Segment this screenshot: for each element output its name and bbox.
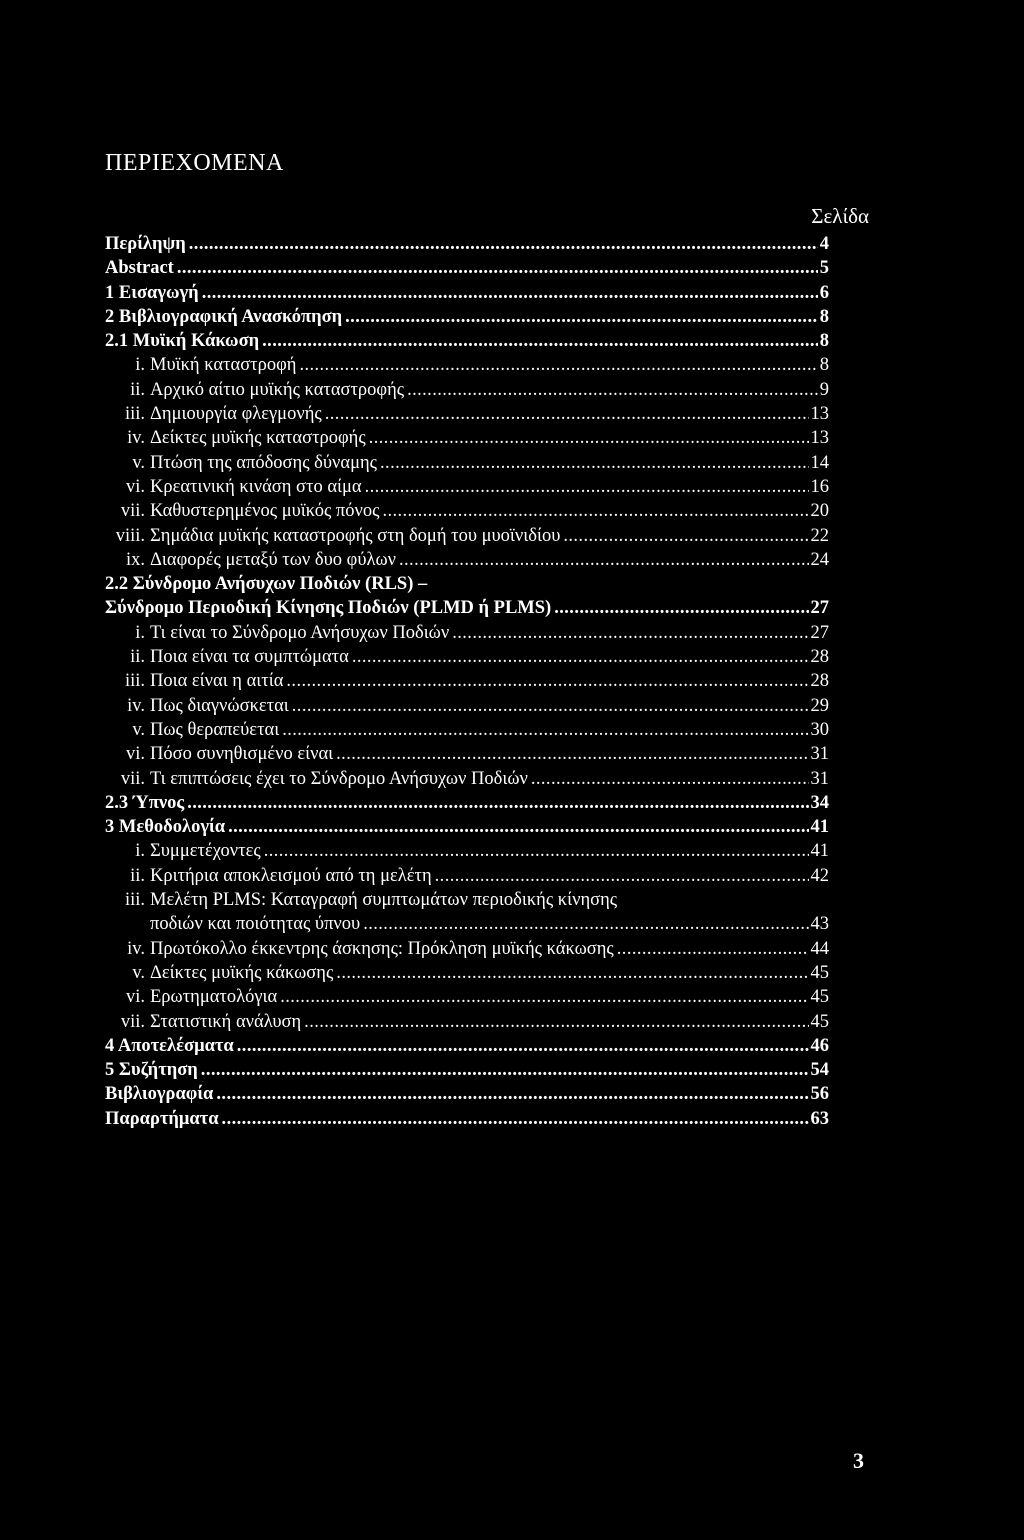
toc-leader-dots [201,1058,809,1082]
toc-leader-dots [216,1082,808,1106]
toc-entry [105,256,829,280]
toc-leader-dots [336,961,808,985]
toc-entry-page: 16 [810,476,829,497]
toc-entry [105,1082,829,1106]
toc-entry-title: Abstract [105,258,174,279]
table-of-contents [105,232,829,1131]
toc-entry-number: vi. [125,744,145,765]
page-title: ΠΕΡΙΕΧΟΜΕΝΑ [105,150,284,176]
toc-entry-title: Συμμετέχοντες [150,841,261,862]
toc-leader-dots [292,694,809,718]
toc-entry-title: Σημάδια μυϊκής καταστροφής στη δομή του μυοϊνιδίου [150,525,561,546]
toc-entry-title: Ποια είναι τα συμπτώματα [150,647,349,668]
toc-entry-number: iii. [124,404,145,425]
toc-entry-number: iv. [127,938,145,959]
toc-entry [105,305,829,329]
toc-entry-title: Καθυστερημένος μυϊκός πόνος [150,501,380,522]
toc-entry-title: Διαφορές μεταξύ των δυο φύλων [150,549,396,570]
toc-leader-dots [202,281,818,305]
toc-entry-title: 2.3 Ύπνος [105,792,185,813]
toc-leader-dots [380,451,808,475]
toc-entry [105,669,829,693]
toc-entry-title: Δείκτες μυϊκής καταστροφής [150,428,366,449]
toc-leader-dots [299,353,817,377]
toc-entry-title: 1 Εισαγωγή [105,282,199,303]
toc-entry-page: 14 [810,452,829,473]
toc-entry-page: 30 [810,719,829,740]
toc-entry-number: ii. [130,865,145,886]
toc-entry-page: 46 [810,1035,829,1056]
toc-entry-title: Τι επιπτώσεις έχει το Σύνδρομο Ανήσυχων Ποδιών [150,768,528,789]
toc-leader-dots [399,548,809,572]
toc-entry-number: v. [132,962,145,983]
toc-leader-dots [407,378,818,402]
toc-entry [105,718,829,742]
toc-entry [105,937,829,961]
toc-entry-page: 41 [810,841,829,862]
toc-entry-title: Περίληψη [105,234,186,254]
toc-leader-dots [304,1010,808,1034]
toc-entry-number: vii. [120,768,145,789]
toc-leader-dots [435,864,809,888]
toc-entry-page: 56 [810,1084,829,1105]
toc-leader-dots [228,815,808,839]
toc-entry-page: 45 [810,1011,829,1032]
toc-entry-title: 4 Αποτελέσματα [105,1035,234,1056]
toc-entry-title: Ποια είναι η αιτία [150,671,284,692]
toc-entry-title: Πτώση της απόδοσης δύναμης [150,452,378,473]
toc-entry-page: 6 [819,282,829,303]
toc-entry-title: Παραρτήματα [105,1108,219,1129]
toc-entry-number: v. [132,452,145,473]
toc-entry-number: ix. [125,549,145,570]
toc-entry [105,791,829,815]
toc-entry-page: 44 [810,938,829,959]
toc-entry-number: viii. [115,525,145,546]
toc-entry-page: 28 [810,671,829,692]
toc-entry [105,378,829,402]
toc-entry [105,426,829,450]
toc-entry [105,961,829,985]
toc-entry-page: 9 [819,379,829,400]
toc-entry-page: 45 [810,987,829,1008]
toc-entry [105,281,829,305]
toc-entry [105,353,829,377]
toc-entry [105,572,829,621]
toc-entry [105,475,829,499]
toc-entry-number: vii. [120,1011,145,1032]
toc-entry-title: 5 Συζήτηση [105,1060,198,1081]
toc-entry [105,742,829,766]
toc-entry-title: Αρχικό αίτιο μυϊκής καταστροφής [150,379,405,400]
toc-entry-number: i. [135,622,145,643]
toc-leader-dots [531,767,809,791]
toc-leader-dots [563,524,808,548]
toc-entry-page: 42 [810,865,829,886]
toc-entry-first-line: 2.2 Σύνδρομο Ανήσυχων Ποδιών (RLS) – [105,574,428,595]
toc-entry-page: 24 [810,549,829,570]
page-number: 3 [853,1448,864,1473]
toc-entry-title: 2 Βιβλιογραφική Ανασκόπηση [105,306,343,327]
toc-entry [105,1058,829,1082]
toc-entry-page: 29 [810,695,829,716]
toc-entry [105,524,829,548]
toc-entry-number: iv. [127,695,145,716]
toc-leader-dots [352,645,809,669]
toc-entry [105,548,829,572]
toc-entry-page: 8 [819,331,829,352]
toc-leader-dots [345,305,818,329]
toc-leader-dots [187,791,808,815]
toc-entry-number: iv. [127,428,145,449]
toc-entry [105,1107,829,1131]
toc-entry-title: 3 Μεθοδολογία [105,817,226,838]
toc-entry-page: 27 [810,598,829,619]
toc-entry-page: 34 [810,792,829,813]
toc-entry-page: 22 [810,525,829,546]
toc-entry-page: 8 [819,355,829,376]
toc-entry [105,402,829,426]
toc-entry [105,767,829,791]
toc-entry-number: vi. [125,987,145,1008]
toc-entry [105,621,829,645]
toc-leader-dots [617,937,809,961]
toc-entry-title: Πόσο συνηθισμένο είναι [150,744,334,765]
toc-entry-title: Κρεατινική κινάση στο αίμα [150,476,362,497]
toc-leader-dots [452,621,808,645]
toc-entry [105,329,829,353]
toc-entry [105,864,829,888]
toc-entry-number: iii. [124,890,145,911]
toc-entry-title: Τι είναι το Σύνδρομο Ανήσυχων Ποδιών [150,622,450,643]
toc-leader-dots [262,329,818,353]
toc-leader-dots [282,718,808,742]
toc-leader-dots [382,499,808,523]
toc-leader-dots [286,669,808,693]
toc-entry-number: v. [132,719,145,740]
toc-entry-title: Δείκτες μυϊκής κάκωσης [150,962,334,983]
toc-entry-title: 2.1 Μυϊκή Κάκωση [105,331,260,352]
toc-entry-page: 13 [810,404,829,425]
toc-entry-number: i. [135,841,145,862]
toc-leader-dots [325,402,809,426]
toc-entry-title: Βιβλιογραφία [105,1084,214,1105]
toc-entry [105,839,829,863]
toc-entry-page: 41 [810,817,829,838]
toc-entry-page: 27 [810,622,829,643]
page-column-label: Σελίδα [811,204,869,228]
toc-leader-dots [177,256,818,280]
toc-leader-dots [369,426,809,450]
toc-entry-title: Στατιστική ανάλυση [150,1011,302,1032]
toc-entry-number: vii. [120,501,145,522]
toc-entry [105,694,829,718]
toc-entry-title: Πως διαγνώσκεται [150,695,289,716]
toc-entry-page: 43 [810,914,829,935]
toc-entry [105,1034,829,1058]
toc-entry-page: 20 [810,501,829,522]
toc-entry-title: Πως θεραπεύεται [150,719,280,740]
toc-entry-page: 28 [810,647,829,668]
toc-leader-dots [336,742,808,766]
toc-entry-page: 31 [810,744,829,765]
toc-entry-page: 13 [810,428,829,449]
toc-entry-first-line: Μελέτη PLMS: Καταγραφή συμπτωμάτων περιοδικής κίνησης [150,890,618,911]
toc-entry-page: 54 [810,1060,829,1081]
toc-entry-page: 5 [819,258,829,279]
toc-entry-number: iii. [124,671,145,692]
toc-entry-number: i. [135,355,145,376]
toc-entry-title: Κριτήρια αποκλεισμού από τη μελέτη [150,865,432,886]
toc-entry-page: 8 [819,306,829,327]
toc-entry-title: Ερωτηματολόγια [150,987,278,1008]
toc-entry-page: 63 [810,1108,829,1129]
toc-leader-dots [189,232,818,256]
toc-entry [105,985,829,1009]
toc-entry [105,1010,829,1034]
toc-leader-dots [222,1107,809,1131]
toc-entry [105,451,829,475]
toc-entry [105,499,829,523]
toc-entry [105,888,829,937]
toc-leader-dots [365,475,809,499]
toc-entry [105,232,829,256]
toc-entry-page: 31 [810,768,829,789]
toc-entry-page: 4 [819,234,829,254]
toc-entry [105,645,829,669]
toc-entry-page: 45 [810,962,829,983]
toc-entry-number: ii. [130,379,145,400]
toc-entry-title: Πρωτόκολλο έκκεντρης άσκησης: Πρόκληση μυϊκής κάκωσης [150,938,614,959]
toc-entry-number: vi. [125,476,145,497]
toc-leader-dots [280,985,808,1009]
toc-entry-title: ποδιών και ποιότητας ύπνου [150,914,361,935]
toc-leader-dots [554,596,808,620]
toc-entry-title: Δημιουργία φλεγμονής [150,404,322,425]
toc-entry-number: ii. [130,647,145,668]
toc-leader-dots [237,1034,809,1058]
toc-entry [105,815,829,839]
toc-entry-title: Σύνδρομο Περιοδική Κίνησης Ποδιών (PLMD ή PLMS) [105,598,552,619]
toc-leader-dots [363,912,808,936]
toc-leader-dots [264,839,809,863]
toc-entry-title: Μυϊκή καταστροφή [150,355,297,376]
